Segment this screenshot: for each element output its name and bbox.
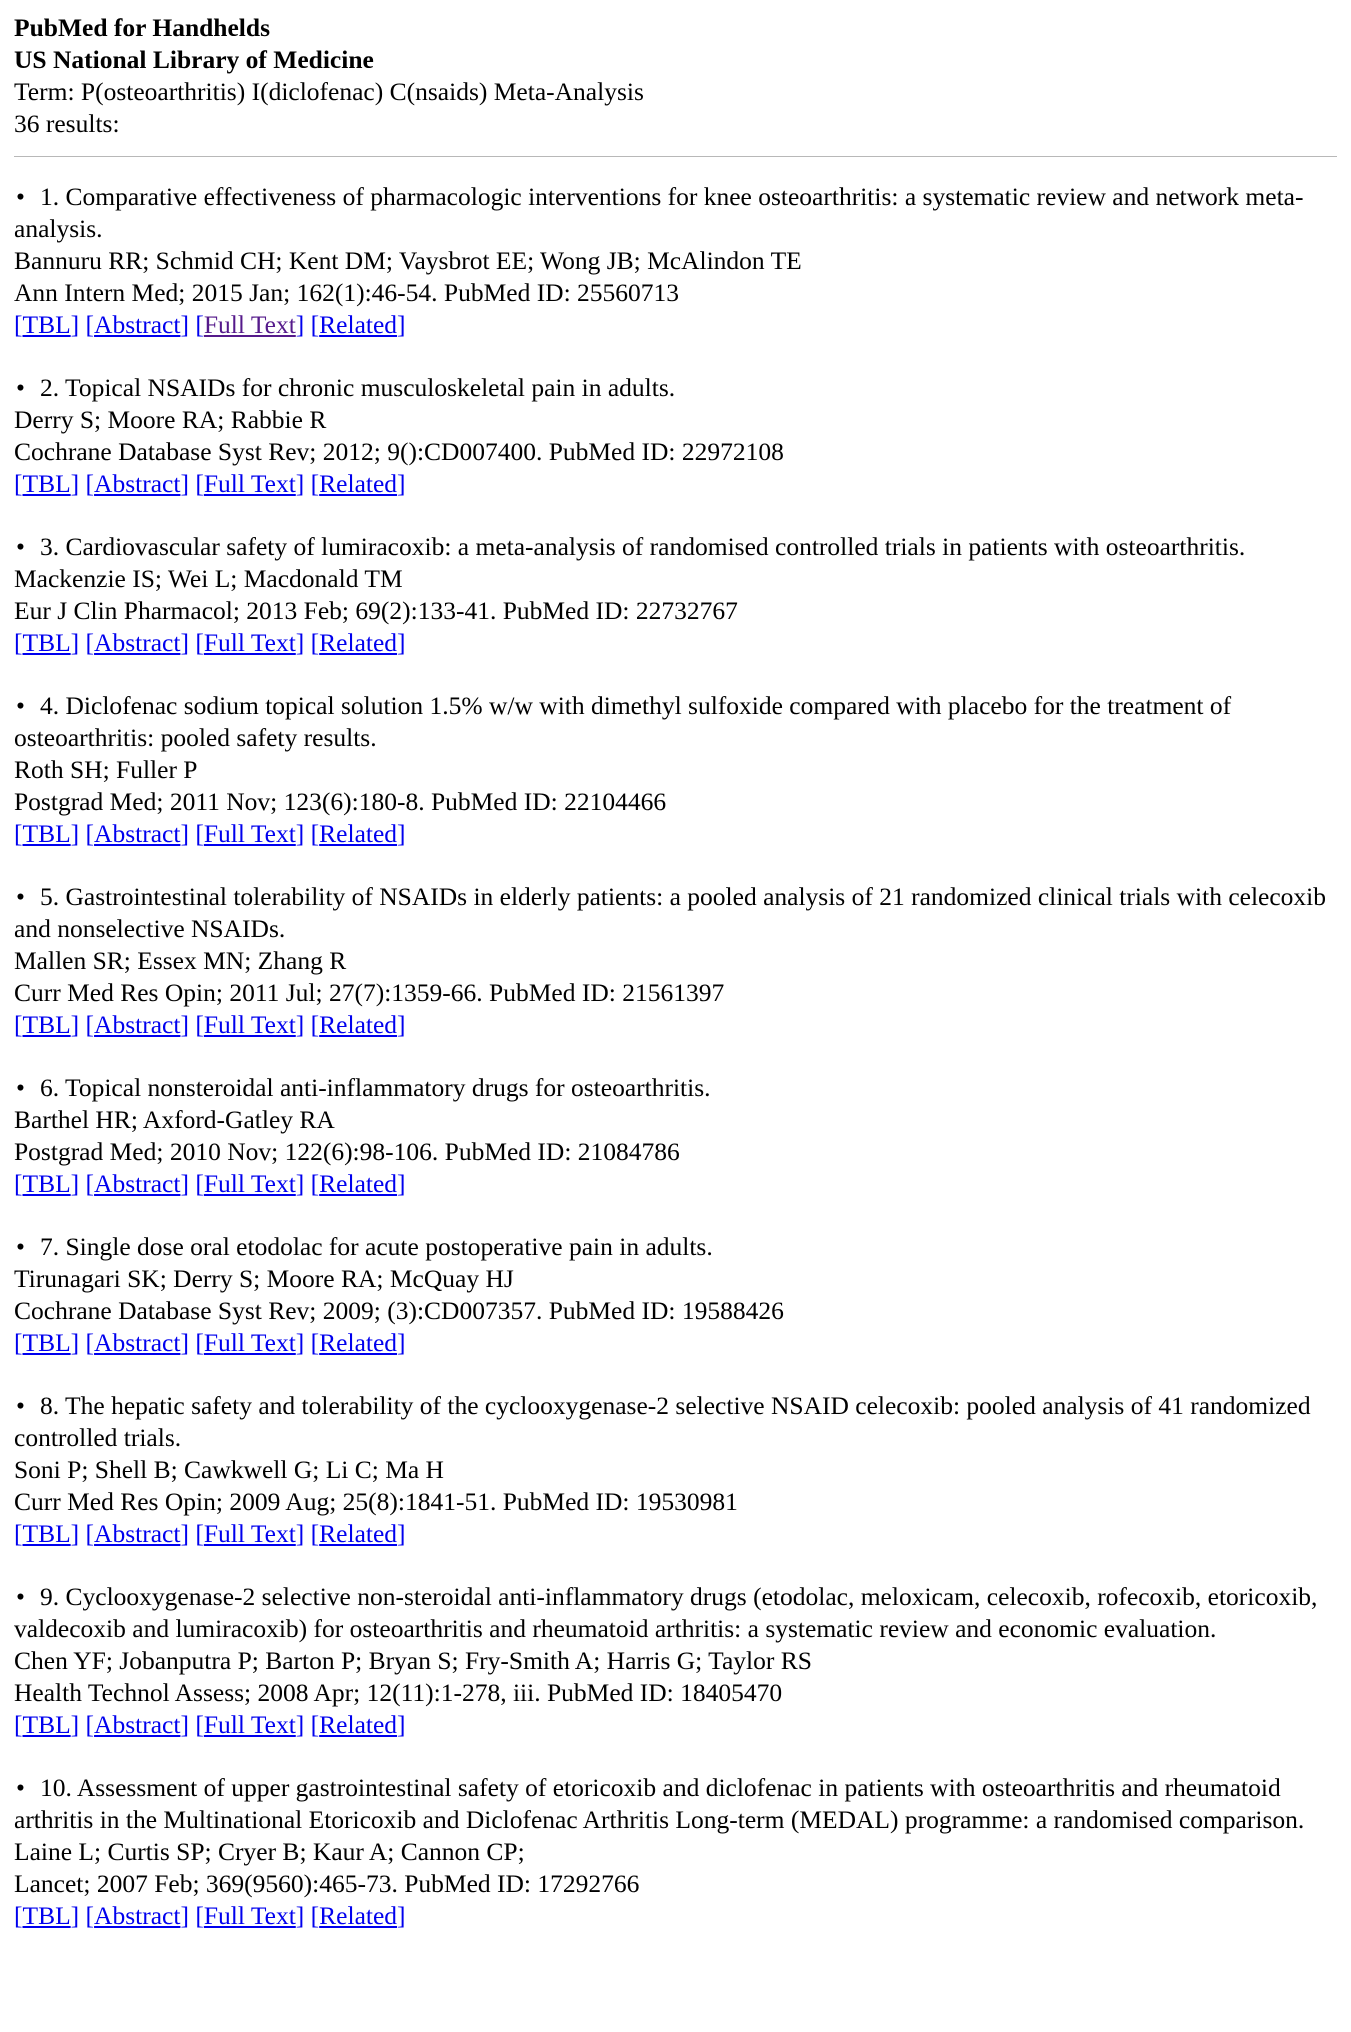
related-link[interactable]: Related: [319, 310, 398, 339]
abstract-link[interactable]: Abstract: [94, 310, 181, 339]
related-link[interactable]: Related: [319, 1010, 398, 1039]
tbl-link[interactable]: TBL: [22, 1010, 71, 1039]
bullet-icon: •: [16, 1582, 25, 1611]
full-text-link[interactable]: Full Text: [203, 1169, 296, 1198]
bullet-icon: •: [16, 1773, 25, 1802]
result-links: [TBL] [Abstract] [Full Text] [Related]: [14, 1901, 406, 1930]
result-title: Single dose oral etodolac for acute postoperative pain in adults.: [65, 1232, 713, 1261]
result-item: [14, 690, 1337, 850]
related-link[interactable]: Related: [319, 628, 398, 657]
result-title-line: [14, 1581, 1337, 1645]
tbl-link[interactable]: TBL: [22, 819, 71, 848]
result-citation: Cochrane Database Syst Rev; 2009; (3):CD007357. PubMed ID: 19588426: [14, 1296, 784, 1325]
result-item: [14, 181, 1337, 341]
result-item: [14, 881, 1337, 1041]
org-name: US National Library of Medicine: [14, 45, 374, 74]
result-item: [14, 531, 1337, 659]
result-title: Diclofenac sodium topical solution 1.5% w/w with dimethyl sulfoxide compared with placebo for the treatment of osteoarthritis: pooled safety results.: [14, 691, 1232, 752]
result-title-line: [14, 881, 1337, 945]
result-links: [TBL] [Abstract] [Full Text] [Related]: [14, 1710, 406, 1739]
related-link[interactable]: Related: [319, 469, 398, 498]
bullet-icon: •: [16, 1232, 25, 1261]
abstract-link[interactable]: Abstract: [94, 1901, 181, 1930]
result-title-line: [14, 1231, 1337, 1263]
bullet-icon: •: [16, 532, 25, 561]
result-item: [14, 1231, 1337, 1359]
related-link[interactable]: Related: [319, 1901, 398, 1930]
related-link[interactable]: Related: [319, 1169, 398, 1198]
result-title-line: [14, 1772, 1337, 1836]
result-item: [14, 372, 1337, 500]
result-links: [TBL] [Abstract] [Full Text] [Related]: [14, 310, 406, 339]
result-citation: Ann Intern Med; 2015 Jan; 162(1):46-54. PubMed ID: 25560713: [14, 278, 680, 307]
result-authors: Mackenzie IS; Wei L; Macdonald TM: [14, 564, 403, 593]
result-number: 6.: [40, 1073, 60, 1102]
abstract-link[interactable]: Abstract: [94, 1169, 181, 1198]
tbl-link[interactable]: TBL: [22, 469, 71, 498]
result-number: 3.: [40, 532, 60, 561]
abstract-link[interactable]: Abstract: [94, 1328, 181, 1357]
result-number: 10.: [40, 1773, 72, 1802]
related-link[interactable]: Related: [319, 1710, 398, 1739]
result-number: 9.: [40, 1582, 60, 1611]
result-citation: Postgrad Med; 2010 Nov; 122(6):98-106. PubMed ID: 21084786: [14, 1137, 680, 1166]
abstract-link[interactable]: Abstract: [94, 1710, 181, 1739]
result-citation: Curr Med Res Opin; 2009 Aug; 25(8):1841-51. PubMed ID: 19530981: [14, 1487, 738, 1516]
search-term-line: [14, 76, 1337, 108]
result-title: Topical NSAIDs for chronic musculoskeletal pain in adults.: [65, 373, 676, 402]
full-text-link[interactable]: Full Text: [203, 310, 296, 339]
result-authors: Laine L; Curtis SP; Cryer B; Kaur A; Cannon CP;: [14, 1837, 525, 1866]
result-item: [14, 1772, 1337, 1932]
result-title-line: [14, 181, 1337, 245]
result-authors: Chen YF; Jobanputra P; Barton P; Bryan S; Fry-Smith A; Harris G; Taylor RS: [14, 1646, 812, 1675]
tbl-link[interactable]: TBL: [22, 628, 71, 657]
bullet-icon: •: [16, 882, 25, 911]
abstract-link[interactable]: Abstract: [94, 628, 181, 657]
result-title-line: [14, 690, 1337, 754]
bullet-icon: •: [16, 1391, 25, 1420]
abstract-link[interactable]: Abstract: [94, 1519, 181, 1548]
result-citation: Postgrad Med; 2011 Nov; 123(6):180-8. PubMed ID: 22104466: [14, 787, 667, 816]
bullet-icon: •: [16, 373, 25, 402]
result-title: Cardiovascular safety of lumiracoxib: a meta-analysis of randomised controlled trials in patients with osteoarthritis.: [65, 532, 1246, 561]
abstract-link[interactable]: Abstract: [94, 469, 181, 498]
result-links: [TBL] [Abstract] [Full Text] [Related]: [14, 628, 406, 657]
tbl-link[interactable]: TBL: [22, 310, 71, 339]
result-number: 1.: [40, 182, 60, 211]
result-links: [TBL] [Abstract] [Full Text] [Related]: [14, 819, 406, 848]
tbl-link[interactable]: TBL: [22, 1901, 71, 1930]
result-title-line: [14, 531, 1337, 563]
bullet-icon: •: [16, 691, 25, 720]
header: [14, 12, 1337, 140]
result-authors: Derry S; Moore RA; Rabbie R: [14, 405, 327, 434]
result-title: Topical nonsteroidal anti-inflammatory drugs for osteoarthritis.: [65, 1073, 711, 1102]
full-text-link[interactable]: Full Text: [203, 628, 296, 657]
result-title: Comparative effectiveness of pharmacologic interventions for knee osteoarthritis: a systematic review and network meta-analysis.: [14, 182, 1304, 243]
result-title: Assessment of upper gastrointestinal safety of etoricoxib and diclofenac in patients with osteoarthritis and rheumatoid arthritis in the Multinational Etoricoxib and Diclofenac Arthritis Long-term (MEDAL) programme: a randomised comparison.: [14, 1773, 1305, 1834]
result-title: Gastrointestinal tolerability of NSAIDs in elderly patients: a pooled analysis of 21 randomized clinical trials with celecoxib and nonselective NSAIDs.: [14, 882, 1327, 943]
full-text-link[interactable]: Full Text: [203, 1010, 296, 1039]
result-number: 7.: [40, 1232, 60, 1261]
search-term-label: Term:: [14, 77, 81, 106]
search-term: P(osteoarthritis) I(diclofenac) C(nsaids) Meta-Analysis: [80, 77, 644, 106]
result-title-line: [14, 372, 1337, 404]
result-title-line: [14, 1072, 1337, 1104]
result-number: 4.: [40, 691, 60, 720]
full-text-link[interactable]: Full Text: [203, 469, 296, 498]
result-authors: Tirunagari SK; Derry S; Moore RA; McQuay HJ: [14, 1264, 514, 1293]
result-item: [14, 1390, 1337, 1550]
result-links: [TBL] [Abstract] [Full Text] [Related]: [14, 1169, 406, 1198]
header-divider: [14, 156, 1337, 157]
result-links: [TBL] [Abstract] [Full Text] [Related]: [14, 1328, 406, 1357]
abstract-link[interactable]: Abstract: [94, 819, 181, 848]
result-citation: Curr Med Res Opin; 2011 Jul; 27(7):1359-66. PubMed ID: 21561397: [14, 978, 725, 1007]
result-links: [TBL] [Abstract] [Full Text] [Related]: [14, 1010, 406, 1039]
bullet-icon: •: [16, 1073, 25, 1102]
result-citation: Cochrane Database Syst Rev; 2012; 9():CD007400. PubMed ID: 22972108: [14, 437, 784, 466]
result-number: 8.: [40, 1391, 60, 1420]
related-link[interactable]: Related: [319, 1328, 398, 1357]
related-link[interactable]: Related: [319, 1519, 398, 1548]
result-authors: Mallen SR; Essex MN; Zhang R: [14, 946, 347, 975]
full-text-link[interactable]: Full Text: [203, 1328, 296, 1357]
result-item: [14, 1072, 1337, 1200]
result-citation: Lancet; 2007 Feb; 369(9560):465-73. PubMed ID: 17292766: [14, 1869, 640, 1898]
tbl-link[interactable]: TBL: [22, 1710, 71, 1739]
result-links: [TBL] [Abstract] [Full Text] [Related]: [14, 1519, 406, 1548]
result-authors: Bannuru RR; Schmid CH; Kent DM; Vaysbrot EE; Wong JB; McAlindon TE: [14, 246, 802, 275]
result-title: The hepatic safety and tolerability of the cyclooxygenase-2 selective NSAID celecoxib: pooled analysis of 41 randomized controlled trials.: [14, 1391, 1311, 1452]
result-number: 5.: [40, 882, 60, 911]
result-links: [TBL] [Abstract] [Full Text] [Related]: [14, 469, 406, 498]
bullet-icon: •: [16, 182, 25, 211]
results-list: [14, 181, 1337, 1932]
results-count: 36 results:: [14, 109, 120, 138]
tbl-link[interactable]: TBL: [22, 1328, 71, 1357]
result-title: Cyclooxygenase-2 selective non-steroidal anti-inflammatory drugs (etodolac, meloxicam, celecoxib, rofecoxib, etoricoxib, valdecoxib and lumiracoxib) for osteoarthritis and rheumatoid arthritis: a systematic review and economic evaluation.: [14, 1582, 1318, 1643]
full-text-link[interactable]: Full Text: [203, 1901, 296, 1930]
result-citation: Health Technol Assess; 2008 Apr; 12(11):1-278, iii. PubMed ID: 18405470: [14, 1678, 783, 1707]
abstract-link[interactable]: Abstract: [94, 1010, 181, 1039]
result-authors: Barthel HR; Axford-Gatley RA: [14, 1105, 335, 1134]
result-item: [14, 1581, 1337, 1741]
result-authors: Soni P; Shell B; Cawkwell G; Li C; Ma H: [14, 1455, 444, 1484]
tbl-link[interactable]: TBL: [22, 1519, 71, 1548]
full-text-link[interactable]: Full Text: [203, 1710, 296, 1739]
result-citation: Eur J Clin Pharmacol; 2013 Feb; 69(2):133-41. PubMed ID: 22732767: [14, 596, 738, 625]
result-title-line: [14, 1390, 1337, 1454]
result-number: 2.: [40, 373, 60, 402]
full-text-link[interactable]: Full Text: [203, 819, 296, 848]
app-title: PubMed for Handhelds: [14, 13, 270, 42]
related-link[interactable]: Related: [319, 819, 398, 848]
full-text-link[interactable]: Full Text: [203, 1519, 296, 1548]
tbl-link[interactable]: TBL: [22, 1169, 71, 1198]
result-authors: Roth SH; Fuller P: [14, 755, 198, 784]
